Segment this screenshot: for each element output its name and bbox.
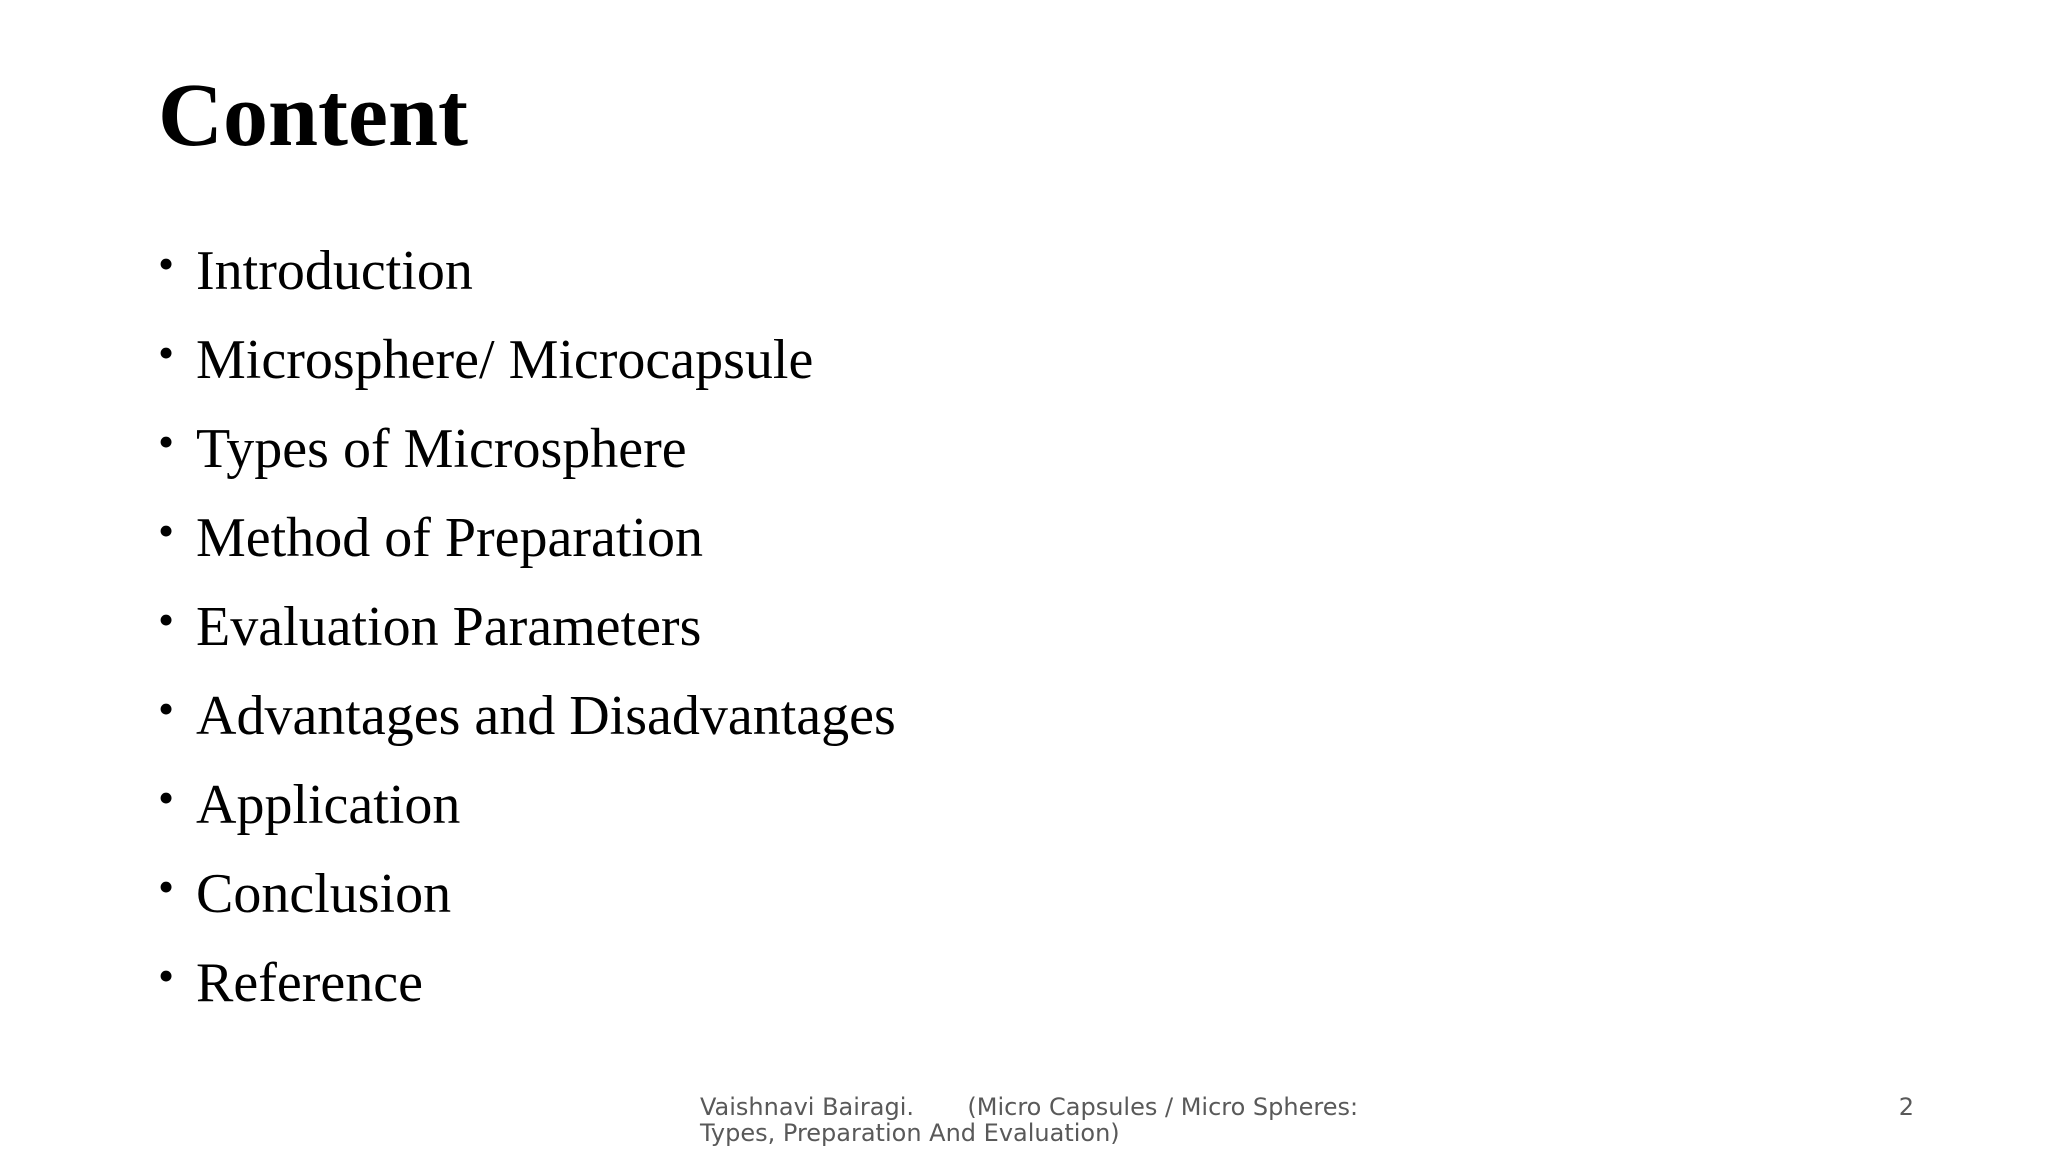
list-item-label: Advantages and Disadvantages [196,685,896,747]
footer-text: Vaishnavi Bairagi. (Micro Capsules / Micro Spheres: Types, Preparation And Evaluation) [700,1093,1366,1147]
list-item [158,855,896,944]
list-item [158,677,896,766]
bullet-icon: • [158,683,175,734]
list-item-label: Application [196,774,461,836]
bullet-icon: • [158,594,175,645]
list-item-label: Introduction [196,240,473,302]
list-item-label: Reference [196,952,423,1014]
list-item [158,588,896,677]
bullet-icon: • [158,238,175,289]
list-item-label: Types of Microsphere [196,418,687,480]
list-item [158,232,896,321]
list-item-label: Conclusion [196,863,452,925]
list-item [158,499,896,588]
list-item [158,410,896,499]
list-item-label: Evaluation Parameters [196,596,702,658]
bullet-icon: • [158,416,175,467]
bullet-icon: • [158,861,175,912]
content-list [158,232,896,1033]
list-item-label: Method of Preparation [196,507,703,569]
bullet-icon: • [158,505,175,556]
page-number: 2 [1898,1093,1914,1121]
slide-title: Content [158,66,468,165]
list-item [158,944,896,1033]
bullet-icon: • [158,950,175,1001]
list-item [158,766,896,855]
bullet-icon: • [158,327,175,378]
list-item [158,321,896,410]
list-item-label: Microsphere/ Microcapsule [196,329,814,391]
bullet-icon: • [158,772,175,823]
